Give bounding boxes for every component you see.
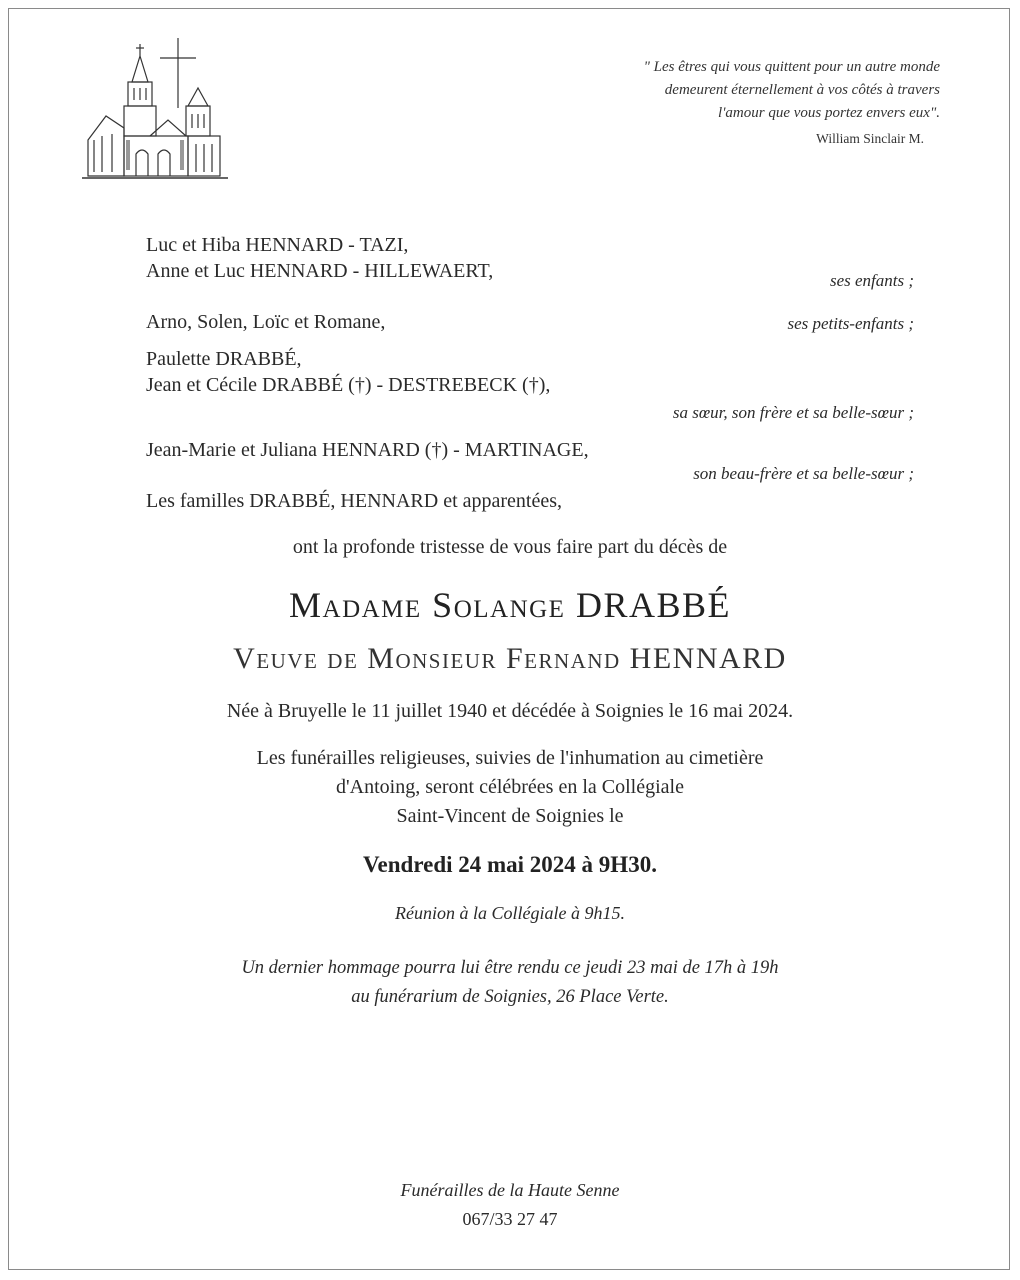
tribute-line: Un dernier hommage pourra lui être rendu ce jeudi 23 mai de 17h à 19h xyxy=(241,958,779,978)
quote-line: l'amour que vous portez envers eux". xyxy=(718,105,940,121)
birth-death-dates: Née à Bruyelle le 11 juillet 1940 et décédée à Soignies le 16 mai 2024. xyxy=(226,700,794,722)
relation-grandchildren: ses petits-enfants ; xyxy=(787,314,914,333)
quote-line: " Les êtres qui vous quittent pour un autre monde xyxy=(643,59,940,75)
widow-of: Veuve de Monsieur Fernand HENNARD xyxy=(233,642,787,675)
meeting-time: Réunion à la Collégiale à 9h15. xyxy=(395,903,625,923)
church-illustration-icon xyxy=(80,36,230,184)
family-line: Les familles DRABBÉ, HENNARD et apparentées, xyxy=(146,490,563,512)
deceased-name: Madame Solange DRABBÉ xyxy=(289,585,731,625)
final-tribute xyxy=(0,954,1020,1012)
family-line: Anne et Luc HENNARD - HILLEWAERT, xyxy=(146,260,494,282)
funeral-home-footer xyxy=(0,1176,1020,1234)
family-grandchildren-block xyxy=(146,309,914,335)
relation-siblings: sa sœur, son frère et sa belle-sœur ; xyxy=(672,403,914,422)
epigraph-quote xyxy=(520,56,940,150)
quote-line: demeurent éternellement à vos côtés à travers xyxy=(664,82,940,98)
funeral-line: Les funérailles religieuses, suivies de l'inhumation au cimetière xyxy=(256,747,764,769)
funeral-home-name: Funérailles de la Haute Senne xyxy=(400,1180,620,1200)
funeral-details xyxy=(0,744,1020,831)
announcement-intro: ont la profonde tristesse de vous faire part du décès de xyxy=(292,536,728,558)
family-extended-block xyxy=(146,488,914,514)
family-line: Jean et Cécile DRABBÉ (†) - DESTREBECK (†), xyxy=(146,374,551,396)
family-line: Jean-Marie et Juliana HENNARD (†) - MARTINAGE, xyxy=(146,439,589,461)
family-line: Paulette DRABBÉ, xyxy=(146,348,302,370)
family-inlaws-block xyxy=(146,437,914,483)
tribute-line: au funérarium de Soignies, 26 Place Verte. xyxy=(351,987,669,1007)
quote-author: William Sinclair M. xyxy=(816,131,924,146)
ceremony-datetime: Vendredi 24 mai 2024 à 9H30. xyxy=(363,852,657,877)
family-line: Arno, Solen, Loïc et Romane, xyxy=(146,311,386,333)
relation-inlaws: son beau-frère et sa belle-sœur ; xyxy=(693,464,914,483)
family-line: Luc et Hiba HENNARD - TAZI, xyxy=(146,234,409,256)
funeral-line: d'Antoing, seront célébrées en la Collégiale xyxy=(336,776,684,798)
funeral-line: Saint-Vincent de Soignies le xyxy=(396,805,624,827)
relation-children: ses enfants ; xyxy=(829,271,914,290)
page-border xyxy=(8,8,1010,1270)
funeral-home-phone: 067/33 27 47 xyxy=(462,1209,558,1229)
family-children-block xyxy=(146,232,914,290)
family-siblings-block xyxy=(146,346,914,422)
